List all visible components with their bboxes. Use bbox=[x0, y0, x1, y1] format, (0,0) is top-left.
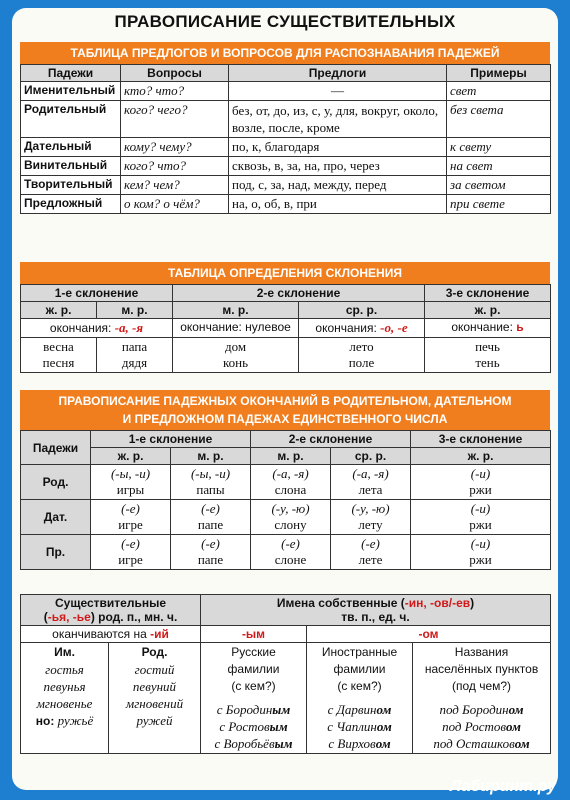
labirint-watermark: Лабиринт.ру bbox=[450, 778, 556, 795]
case-name: Дат. bbox=[21, 500, 91, 535]
case-name: Винительный bbox=[21, 157, 121, 176]
case-name: Творительный bbox=[21, 176, 121, 195]
declension-table bbox=[20, 262, 550, 373]
russian-surnames-column: Русские фамилии (с кем?) с Бородиным с Ростовым с Воробьёвым bbox=[201, 643, 307, 754]
table-row bbox=[21, 465, 551, 500]
case-question: кто? что? bbox=[121, 82, 229, 101]
gender-label: ж. р. bbox=[21, 302, 97, 319]
genitive-column: Род. гостий певуний мгновений ружей bbox=[109, 643, 201, 754]
ending-2-neut: окончания: -о, -е bbox=[299, 319, 425, 338]
ending-cell: (-и) ржи bbox=[411, 535, 551, 570]
endings-header: ПРАВОПИСАНИЕ ПАДЕЖНЫХ ОКОНЧАНИЙ В РОДИТЕЛЬНОМ, ДАТЕЛЬНОМ И ПРЕДЛОЖНОМ ПАДЕЖАХ ЕДИНСТВЕННОГО ЧИСЛА bbox=[20, 390, 550, 430]
table-row bbox=[21, 101, 551, 138]
case-name: Пр. bbox=[21, 535, 91, 570]
ending-cell: (-е) игре bbox=[91, 500, 171, 535]
ending-om: -ом bbox=[307, 626, 551, 643]
gender-label: м. р. bbox=[171, 448, 251, 465]
example-cell: папа дядя bbox=[97, 338, 173, 373]
col-prepositions: Предлоги bbox=[229, 65, 447, 82]
foreign-surnames-column: Иностранные фамилии (с кем?) с Дарвином с Чаплином с Вирховом bbox=[307, 643, 413, 754]
ending-cell: (-ы, -и) папы bbox=[171, 465, 251, 500]
table-row bbox=[21, 195, 551, 214]
table-row bbox=[21, 535, 551, 570]
case-prepositions: на, о, об, в, при bbox=[229, 195, 447, 214]
prepositions-header: ТАБЛИЦА ПРЕДЛОГОВ И ВОПРОСОВ ДЛЯ РАСПОЗНАВАНИЯ ПАДЕЖЕЙ bbox=[20, 42, 550, 64]
ending-cell: (-и) ржи bbox=[411, 500, 551, 535]
col-cases: Падежи bbox=[21, 65, 121, 82]
ending-ij: оканчиваются на -ий bbox=[21, 626, 201, 643]
ending-1: окончания: -а, -я bbox=[21, 319, 173, 338]
gender-label: м. р. bbox=[97, 302, 173, 319]
declension-2-heading: 2-е склонение bbox=[251, 431, 411, 448]
ending-2-masc: окончание: нулевое bbox=[173, 319, 299, 338]
gender-label: м. р. bbox=[251, 448, 331, 465]
case-example: при свете bbox=[447, 195, 551, 214]
case-example: свет bbox=[447, 82, 551, 101]
case-name: Род. bbox=[21, 465, 91, 500]
case-prepositions: сквозь, в, за, на, про, через bbox=[229, 157, 447, 176]
ending-cell: (-е) папе bbox=[171, 535, 251, 570]
declension-2-heading: 2-е склонение bbox=[173, 285, 425, 302]
example-cell: печь тень bbox=[425, 338, 551, 373]
special-nouns-heading: Существительные (-ья, -ье) род. п., мн. ч. bbox=[21, 595, 201, 626]
case-example: на свет bbox=[447, 157, 551, 176]
col-examples: Примеры bbox=[447, 65, 551, 82]
case-question: о ком? о чём? bbox=[121, 195, 229, 214]
table-row bbox=[21, 138, 551, 157]
ending-cell: (-е) лете bbox=[331, 535, 411, 570]
page-title: ПРАВОПИСАНИЕ СУЩЕСТВИТЕЛЬНЫХ bbox=[114, 12, 456, 31]
ending-cell: (-у, -ю) слону bbox=[251, 500, 331, 535]
declension-3-heading: 3-е склонение bbox=[411, 431, 551, 448]
example-cell: дом конь bbox=[173, 338, 299, 373]
case-question: кого? что? bbox=[121, 157, 229, 176]
case-question: кем? чем? bbox=[121, 176, 229, 195]
proper-names-heading: Имена собственные (-ин, -ов/-ев) тв. п., ед. ч. bbox=[201, 595, 551, 626]
example-cell: весна песня bbox=[21, 338, 97, 373]
ending-cell: (-ы, -и) игры bbox=[91, 465, 171, 500]
nominative-column: Им. гостья певунья мгновенье но: ружьё bbox=[21, 643, 109, 754]
ending-cell: (-у, -ю) лету bbox=[331, 500, 411, 535]
endings-table bbox=[20, 390, 550, 570]
case-question: кого? чего? bbox=[121, 101, 229, 138]
special-nouns-table bbox=[20, 594, 550, 754]
poster-card bbox=[12, 8, 558, 790]
case-prepositions: под, с, за, над, между, перед bbox=[229, 176, 447, 195]
ending-cell: (-е) папе bbox=[171, 500, 251, 535]
case-prepositions: по, к, благодаря bbox=[229, 138, 447, 157]
table-row bbox=[21, 157, 551, 176]
towns-column: Названия населённых пунктов (под чем?) под Бородином под Ростовом под Осташковом bbox=[413, 643, 551, 754]
example-cell: лето поле bbox=[299, 338, 425, 373]
gender-label: ж. р. bbox=[91, 448, 171, 465]
ending-3: окончание: ь bbox=[425, 319, 551, 338]
ending-ym: -ым bbox=[201, 626, 307, 643]
case-prepositions: — bbox=[229, 82, 447, 101]
ending-cell: (-е) слоне bbox=[251, 535, 331, 570]
prepositions-table bbox=[20, 42, 550, 214]
case-example: к свету bbox=[447, 138, 551, 157]
declension-1-heading: 1-е склонение bbox=[21, 285, 173, 302]
case-name: Предложный bbox=[21, 195, 121, 214]
declension-header: ТАБЛИЦА ОПРЕДЕЛЕНИЯ СКЛОНЕНИЯ bbox=[20, 262, 550, 284]
case-example: без света bbox=[447, 101, 551, 138]
gender-label: ж. р. bbox=[425, 302, 551, 319]
ending-cell: (-е) игре bbox=[91, 535, 171, 570]
case-name: Родительный bbox=[21, 101, 121, 138]
col-questions: Вопросы bbox=[121, 65, 229, 82]
case-name: Именительный bbox=[21, 82, 121, 101]
gender-label: ср. р. bbox=[331, 448, 411, 465]
table-row bbox=[21, 176, 551, 195]
cases-heading: Падежи bbox=[21, 431, 91, 465]
case-prepositions: без, от, до, из, с, у, для, вокруг, около, возле, после, кроме bbox=[229, 101, 447, 138]
ending-cell: (-а, -я) слона bbox=[251, 465, 331, 500]
table-row bbox=[21, 82, 551, 101]
declension-1-heading: 1-е склонение bbox=[91, 431, 251, 448]
case-name: Дательный bbox=[21, 138, 121, 157]
declension-3-heading: 3-е склонение bbox=[425, 285, 551, 302]
gender-label: ж. р. bbox=[411, 448, 551, 465]
gender-label: м. р. bbox=[173, 302, 299, 319]
case-example: за светом bbox=[447, 176, 551, 195]
ending-cell: (-и) ржи bbox=[411, 465, 551, 500]
gender-label: ср. р. bbox=[299, 302, 425, 319]
ending-cell: (-а, -я) лета bbox=[331, 465, 411, 500]
case-question: кому? чему? bbox=[121, 138, 229, 157]
table-row bbox=[21, 500, 551, 535]
